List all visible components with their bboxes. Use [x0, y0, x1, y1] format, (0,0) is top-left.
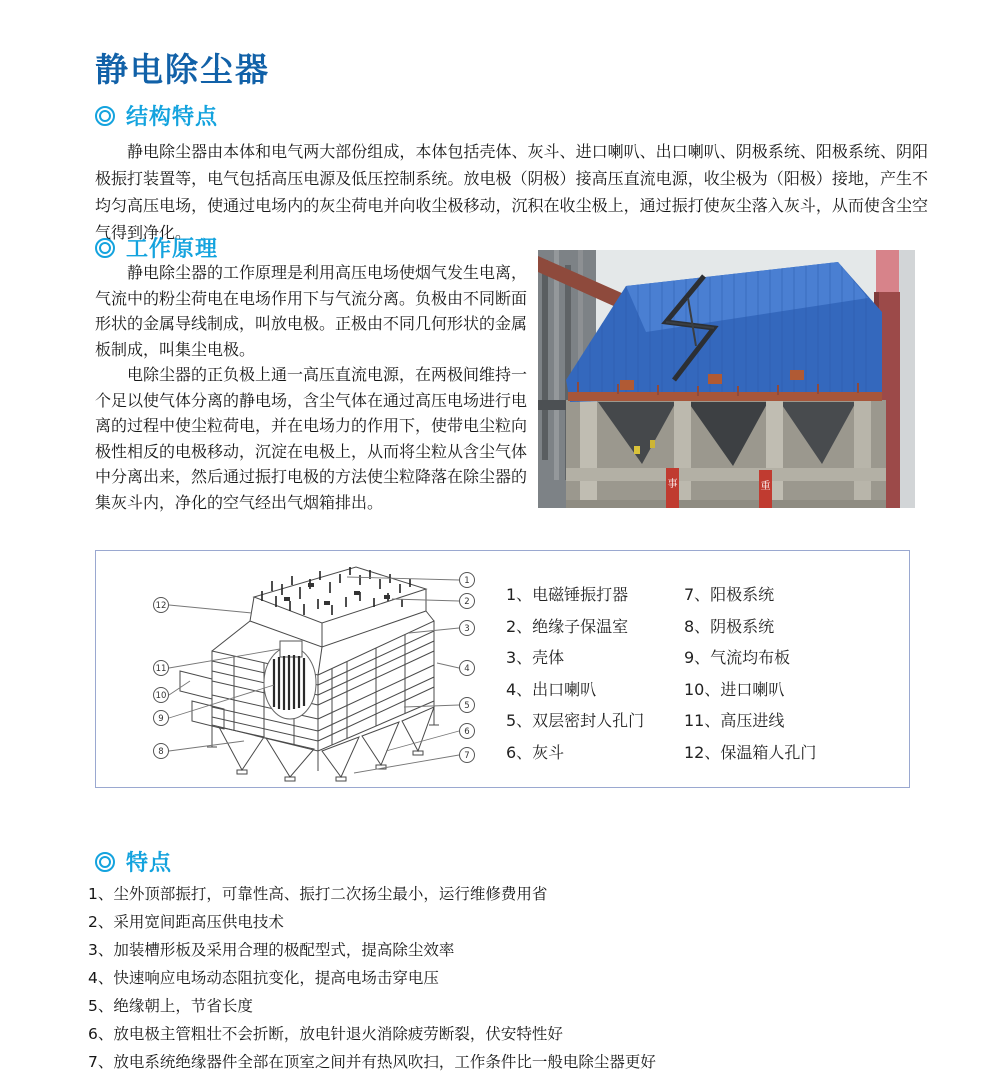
diagram-panel [95, 550, 910, 788]
principle-paragraph-1: 静电除尘器的工作原理是利用高压电场使烟气发生电离，气流中的粉尘荷电在电场作用下与气流分离。负极由不同断面形状的金属导线制成，叫放电极。正极由不同几何形状的金属板制成，叫集尘电极。 [95, 263, 528, 359]
part-item: 5、双层密封人孔门 [506, 711, 645, 730]
part-item: 1、电磁锤振打器 [506, 585, 629, 604]
section-title: 结构特点 [126, 105, 219, 130]
callout-number: 10 [155, 691, 167, 701]
part-item: 10、进口喇叭 [684, 679, 785, 699]
callout-number: 5 [464, 701, 470, 711]
double-circle-bullet-icon [95, 238, 115, 258]
part-item: 11、高压进线 [684, 711, 785, 730]
precipitator-photo [538, 250, 915, 508]
parts-list-column-1 [506, 579, 644, 768]
features-list [88, 880, 656, 1076]
callout-number: 1 [464, 576, 470, 586]
callout-number: 6 [464, 727, 470, 737]
cutaway-plates [264, 641, 316, 719]
part-item: 12、保温箱人孔门 [684, 742, 817, 762]
part-item: 6、灰斗 [506, 742, 565, 762]
part-item: 8、阴极系统 [684, 616, 775, 636]
feature-item: 1、尘外顶部振打，可靠性高、振打二次扬尘最小，运行维修费用省 [88, 885, 548, 903]
rapper-rods [262, 567, 410, 615]
principle-paragraph-2: 电除尘器的正负极上通一高压直流电源，在两极间维持一个足以使气体分离的静电场，含尘气体在通过高压电场进行电离的过程中使尘粒荷电，并在电场力的作用下，使带电尘粒向极性相反的电极移动，沉淀在电极上，从而将尘粒从含尘气体中分离出来，然后通过振打电极的方法使尘粒降落在除尘器的集灰斗内，净化的空气经出气烟箱排出。 [95, 365, 528, 512]
callout-number: 12 [155, 601, 167, 611]
part-item: 4、出口喇叭 [506, 679, 597, 699]
feature-item: 3、加装槽形板及采用合理的极配型式，提高除尘效率 [88, 941, 455, 959]
callout-number: 9 [158, 714, 164, 724]
callout-number: 2 [464, 597, 470, 607]
structure-paragraph: 静电除尘器由本体和电气两大部份组成，本体包括壳体、灰斗、进口喇叭、出口喇叭、阴极系统、阳极系统、阴阳极振打装置等，电气包括高压电源及低压控制系统。放电极（阴极）接高压直流电源，收尘极为（阳极）接地，产生不均匀高压电场，使通过电场内的灰尘荷电并向收尘极移动，沉积在收尘极上，通过振打使灰尘落入灰斗，从而使含尘空气得到净化。 [95, 142, 928, 242]
callout-number: 4 [464, 664, 470, 674]
double-circle-bullet-icon [95, 106, 115, 126]
section-title: 特点 [126, 851, 173, 876]
section-heading-principle [95, 232, 218, 263]
feature-item: 4、快速响应电场动态阻抗变化，提高电场击穿电压 [88, 969, 439, 987]
precipitator-photo-art [538, 250, 915, 508]
section-heading-features [95, 846, 172, 877]
part-item: 3、壳体 [506, 648, 565, 667]
part-item: 9、气流均布板 [684, 648, 791, 667]
callout-number: 7 [464, 751, 470, 761]
section-title: 工作原理 [126, 237, 219, 262]
feature-item: 2、采用宽间距高压供电技术 [88, 913, 284, 931]
feature-item: 6、放电极主管粗壮不会折断，放电针退火消除疲劳断裂，伏安特性好 [88, 1025, 563, 1043]
banner-text-1: 事 [667, 479, 678, 490]
part-item: 2、绝缘子保温室 [506, 616, 629, 636]
feature-item: 5、绝缘朝上，节省长度 [88, 997, 253, 1015]
page-title: 静电除尘器 [95, 50, 270, 89]
principle-text-column [95, 260, 527, 515]
callout-number: 8 [158, 747, 164, 757]
double-circle-bullet-icon [95, 852, 115, 872]
concrete-supports [566, 400, 886, 508]
precipitator-line-diagram [104, 555, 494, 783]
callout-number: 3 [464, 624, 470, 634]
parts-list-column-2 [684, 579, 816, 768]
section-heading-structure [95, 100, 218, 131]
part-item: 7、阳极系统 [684, 585, 775, 604]
banner-text-2: 重 [760, 481, 771, 492]
feature-item: 7、放电系统绝缘器件全部在顶室之间并有热风吹扫，工作条件比一般电除尘器更好 [88, 1053, 656, 1071]
callout-number: 11 [155, 664, 167, 674]
